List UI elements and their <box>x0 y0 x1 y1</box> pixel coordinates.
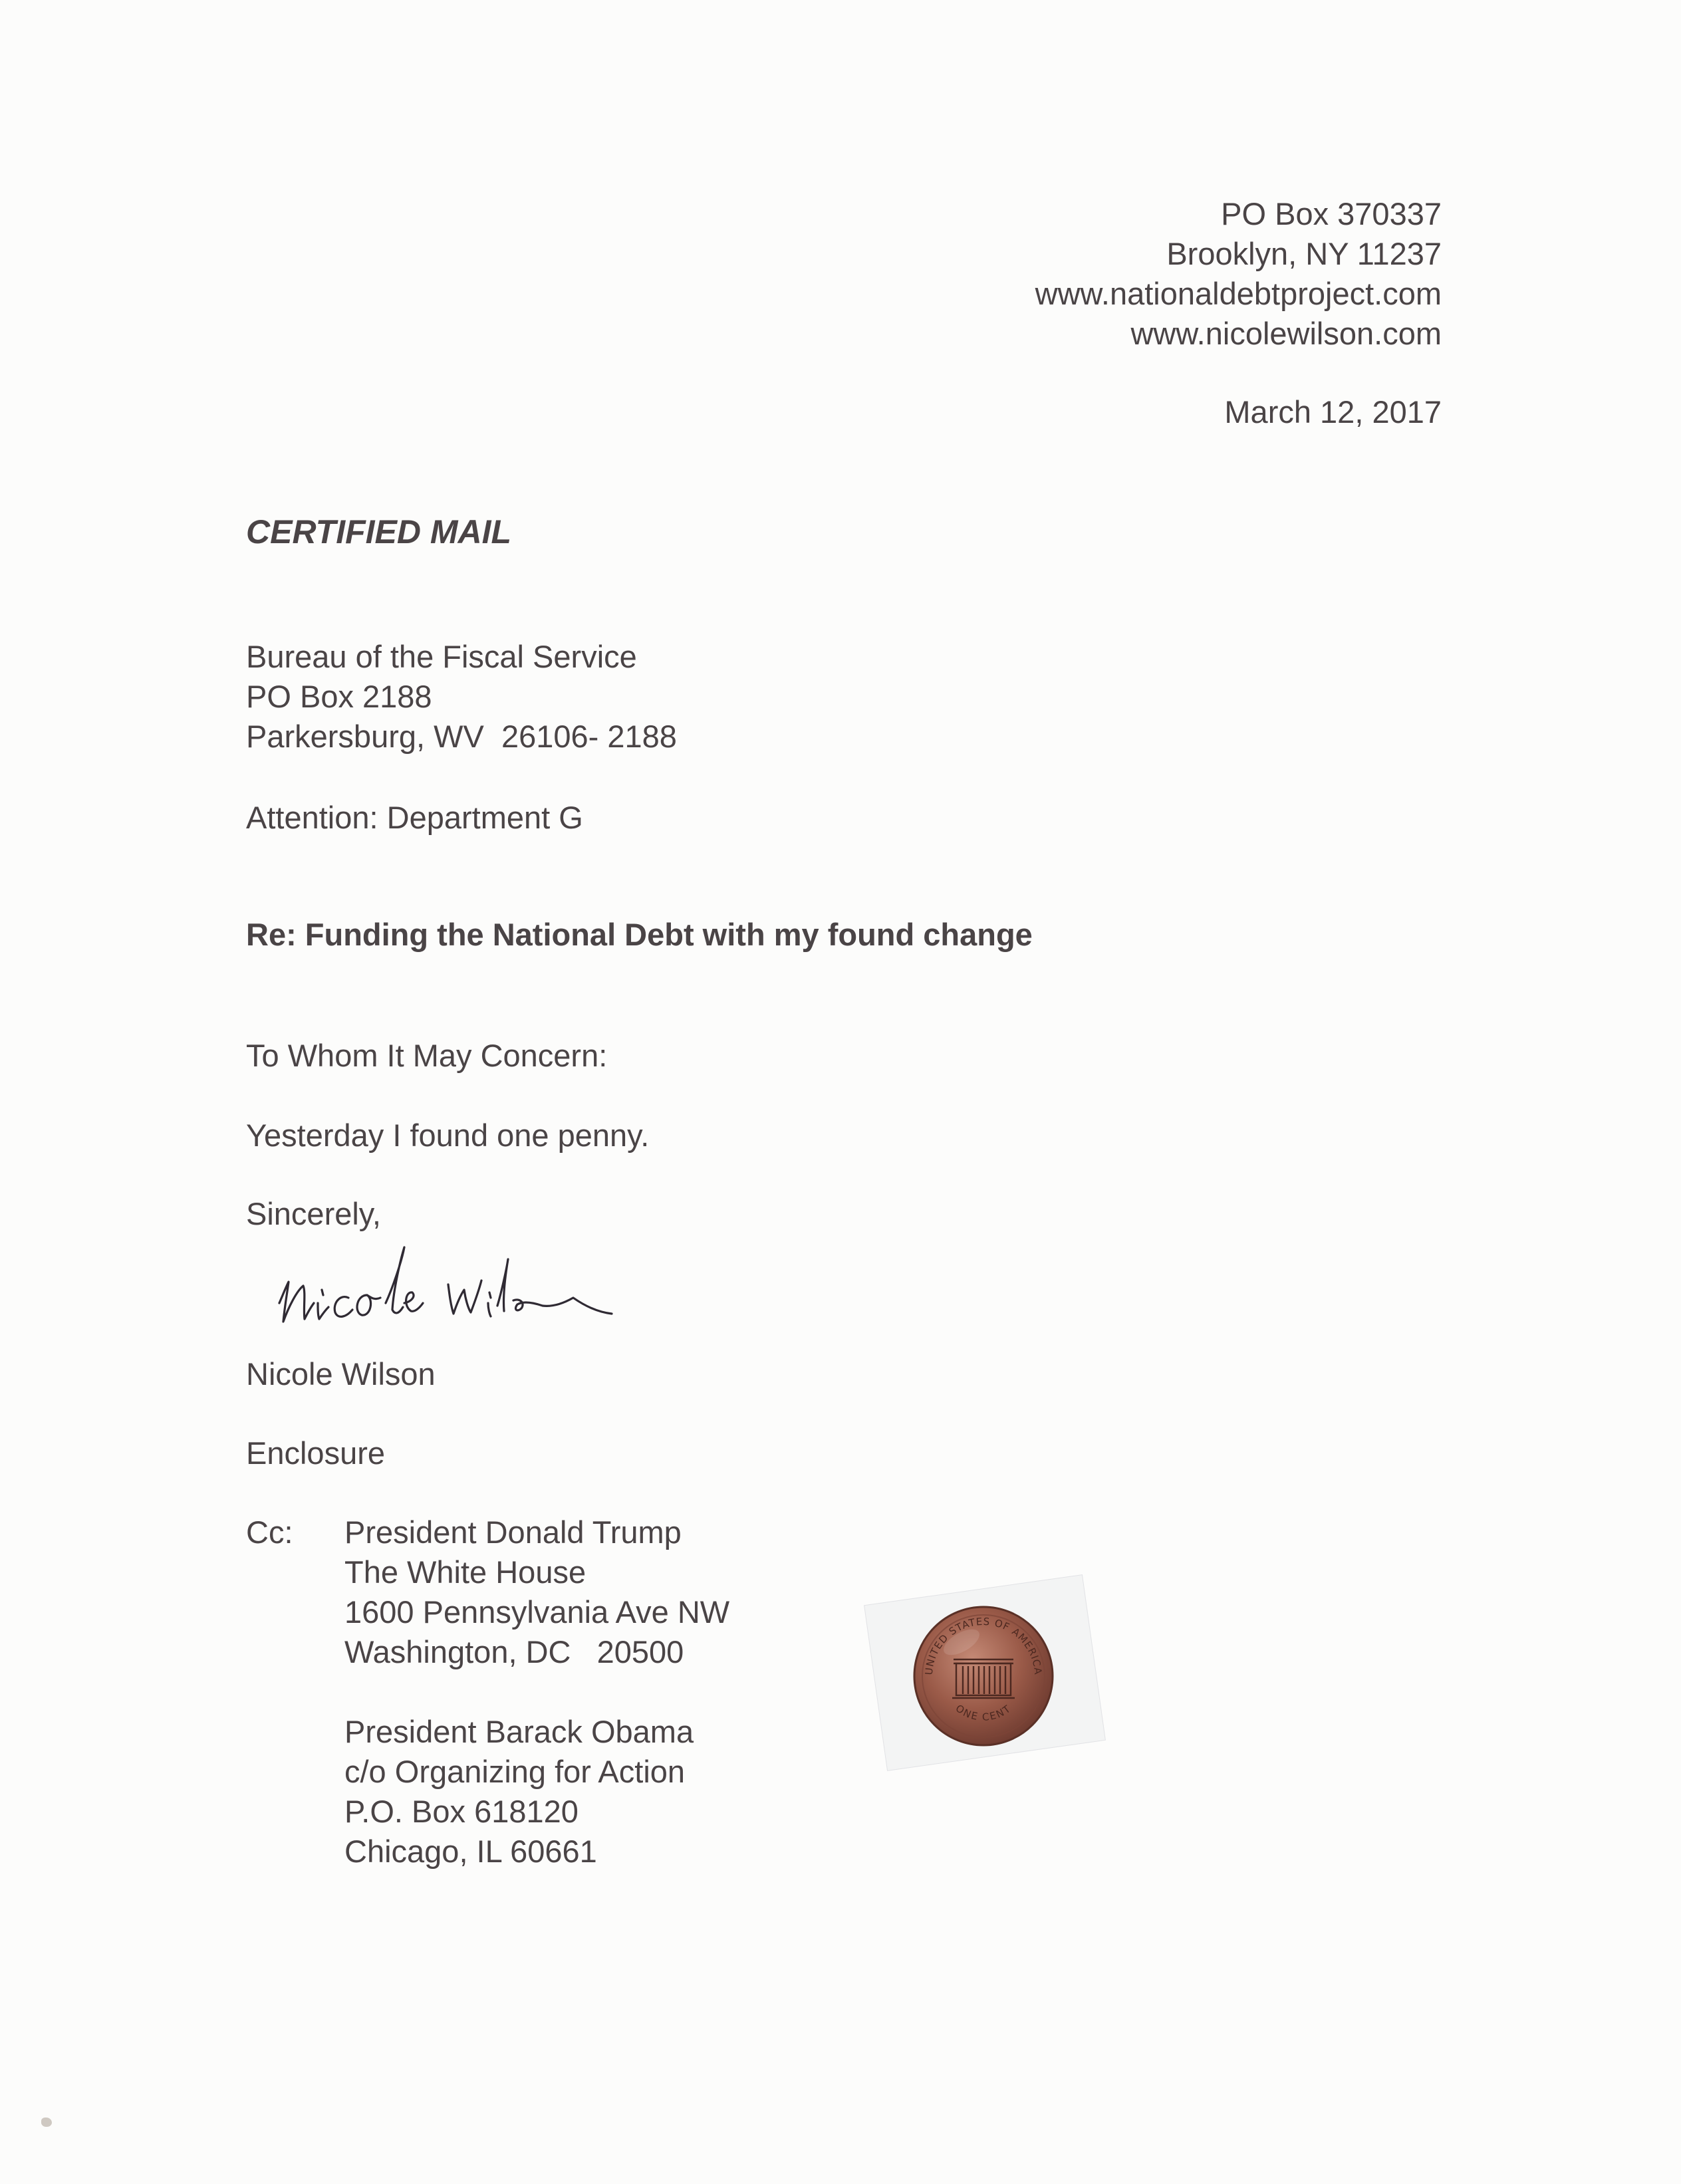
subject-line: Re: Funding the National Debt with my found change <box>246 917 1033 952</box>
cc-recipient-block <box>344 1712 694 1872</box>
sender-address-block <box>1035 194 1442 354</box>
signer-name: Nicole Wilson <box>246 1356 436 1392</box>
certified-mail-heading: CERTIFIED MAIL <box>246 513 512 550</box>
recipient-address-block <box>246 637 677 757</box>
penny-coin-icon <box>910 1602 1057 1750</box>
enclosure-note: Enclosure <box>246 1435 385 1471</box>
sender-city-line: Brooklyn, NY 11237 <box>1166 236 1442 271</box>
closing: Sincerely, <box>246 1196 381 1231</box>
cc-recipient-po-box: P.O. Box 618120 <box>344 1794 579 1829</box>
cc-recipient-name: President Donald Trump <box>344 1515 682 1550</box>
salutation: To Whom It May Concern: <box>246 1038 608 1073</box>
letter-body: Yesterday I found one penny. <box>246 1118 650 1153</box>
handwritten-signature <box>274 1229 620 1345</box>
recipient-city-line: Parkersburg, WV 26106- 2188 <box>246 719 677 754</box>
sender-website-link[interactable]: www.nicolewilson.com <box>1130 316 1442 351</box>
cc-recipient-block <box>344 1513 729 1672</box>
paper-speck <box>41 2118 52 2127</box>
cc-recipient-street: 1600 Pennsylvania Ave NW <box>344 1594 730 1630</box>
svg-text:UNITED STATES OF AMERICA: UNITED STATES OF AMERICA <box>922 1615 1045 1676</box>
sender-website-link[interactable]: www.nationaldebtproject.com <box>1035 276 1442 311</box>
cc-recipient-city: Chicago, IL 60661 <box>344 1834 597 1869</box>
sender-address-line: PO Box 370337 <box>1221 196 1442 231</box>
cc-recipient-name: President Barack Obama <box>344 1714 694 1749</box>
letter-date: March 12, 2017 <box>1224 394 1442 429</box>
cc-recipient-org: c/o Organizing for Action <box>344 1754 686 1789</box>
cc-recipient-city: Washington, DC 20500 <box>344 1634 684 1669</box>
cc-recipient-org: The White House <box>344 1554 586 1590</box>
attention-line: Attention: Department G <box>246 800 583 835</box>
cc-label: Cc: <box>246 1515 293 1550</box>
recipient-po-box-line: PO Box 2188 <box>246 679 432 714</box>
svg-text:ONE CENT: ONE CENT <box>953 1702 1014 1724</box>
recipient-name-line: Bureau of the Fiscal Service <box>246 639 637 674</box>
